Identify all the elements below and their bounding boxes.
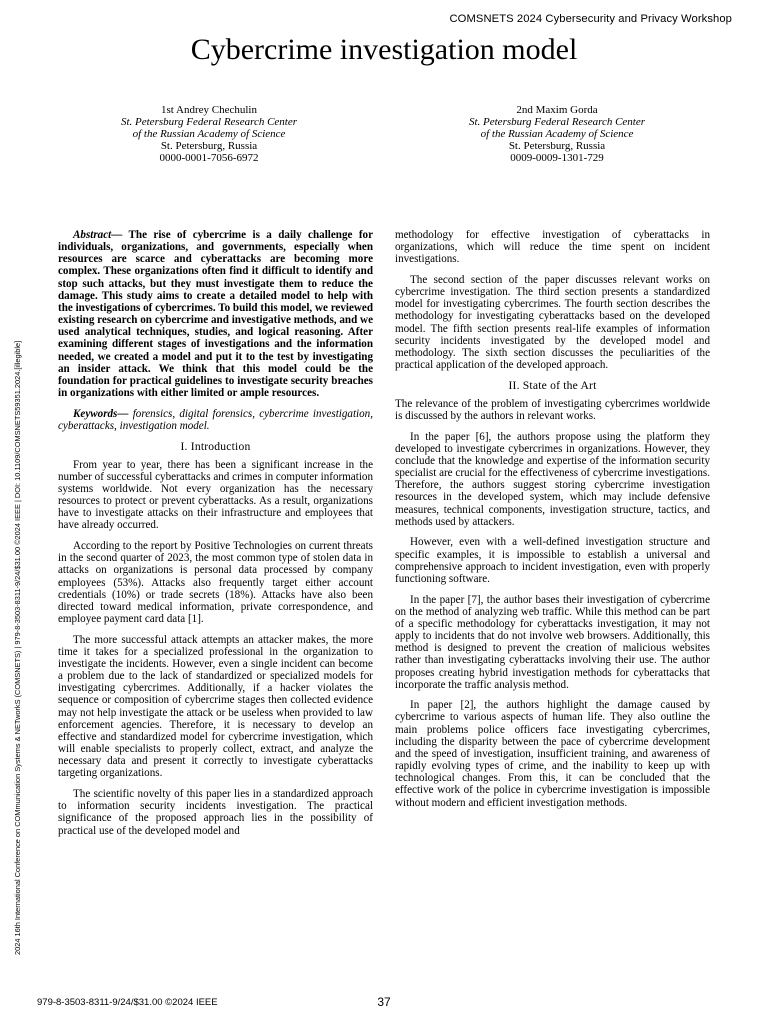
author-city: St. Petersburg, Russia bbox=[508, 140, 606, 153]
author-org-line2: of the Russian Academy of Science bbox=[132, 128, 286, 141]
left-column bbox=[58, 229, 373, 845]
author-block-1 bbox=[79, 104, 339, 164]
paragraph: methodology for effective investigation of cyberattacks in organizations, which will reduce the time spent on incident investigations. bbox=[395, 229, 710, 266]
copyright-footer: 979-8-3503-8311-9/24/$31.00 ©2024 IEEE bbox=[37, 997, 218, 1008]
paragraph: The relevance of the problem of investigating cybercrimes worldwide is discussed by the authors in relevant works. bbox=[395, 397, 710, 423]
abstract bbox=[58, 229, 373, 399]
author-name: 2nd Maxim Gorda bbox=[516, 104, 598, 116]
paragraph: However, even with a well-defined investigation structure and specific examples, it is impossible to establish a universal and comprehensive approach to incident investigation, even with properly functioning software. bbox=[395, 536, 710, 585]
author-orcid: 0009-0009-1301-729 bbox=[510, 152, 604, 165]
author-block-2 bbox=[427, 104, 687, 164]
author-org: St. Petersburg Federal Research Center bbox=[468, 116, 646, 129]
paragraph: The second section of the paper discusses relevant works on cybercrime investigation. The third section presents a standardized model for investigating cybercrimes. The fourth section describes the methodology for investigating cyberattacks based on the developed model. The fifth section presents real-life examples of information security incidents investigated by the developed model and methodology. The sixth section discusses the peculiarities of the practical application of the developed approach. bbox=[395, 273, 710, 372]
author-name: 1st Andrey Chechulin bbox=[161, 104, 257, 116]
keywords-text: forensics, digital forensics, cybercrime investigation, cyberattacks, investigation model. bbox=[58, 407, 373, 432]
conference-sidebar: 2024 16th International Conference on COMmunication Systems & NETworkS (COMSNETS) | 979-8-3503-8311-9/24/$31.00 ©2024 IEEE | DOI: 10.1109/COMSNETS59351.2024.[illegible] bbox=[13, 340, 22, 955]
author-city: St. Petersburg, Russia bbox=[160, 140, 258, 153]
right-column bbox=[395, 229, 710, 817]
paragraph: The more successful attack attempts an attacker makes, the more time it takes for a specialized professional in the organization to investigate the incidents. However, even a single incident can become a problem due to the lack of standardized or specialized models for investigating cybercrimes. Additionally, if a hacker violates the sequence or composition of cybercrime stages then collected evidence may not help investigate the attack or be useless when provided to law enforcement agencies. Therefore, it is necessary to develop an effective and standardized model for cybercrime investigation, which will enable specialists to properly collect, extract, and analyze the necessary data and present it correctly to investigate cyberattacks targeting organizations. bbox=[58, 633, 373, 780]
paragraph: In the paper [6], the authors propose using the platform they developed to investigate cybercrimes in organizations. However, they conclude that the knowledge and expertise of the information security specialist are crucial for the effectiveness of cybercrime investigations. Therefore, the authors suggest storing cybercrime investigation resources in the developed system, which may include defensive measures, technical components, investigation structure, tactics, and methods used by attackers. bbox=[395, 430, 710, 528]
page-number: 37 bbox=[377, 995, 391, 1009]
paragraph: The scientific novelty of this paper lies in a standardized approach to information security incidents investigation. The practical significance of the proposed approach lies in the possibility of practical use of the developed model and bbox=[58, 788, 373, 837]
keywords bbox=[58, 408, 373, 432]
author-orcid: 0000-0001-7056-6972 bbox=[159, 152, 259, 165]
author-org: St. Petersburg Federal Research Center bbox=[120, 116, 298, 129]
abstract-lead: Abstract— bbox=[73, 229, 123, 241]
section-heading-state-of-the-art: II. State of the Art bbox=[508, 378, 597, 392]
paragraph: In paper [2], the authors highlight the damage caused by cybercrime to various aspects of human life. They also outline the main problems police officers face investigating cybercrimes, including the disparity between the pace of cybercrime development and the speed of investigation, insufficient training, and awareness of rapidly evolving types of crime, and the inability to keep up with technological changes. From this, it can be concluded that the effective work of the police in cybercrime investigation is impossible without modern and efficient investigation methods. bbox=[395, 699, 710, 809]
paragraph: From year to year, there has been a significant increase in the number of successful cyberattacks and crimes in computer information systems worldwide. Not every organization has the necessary resources to protect or prevent cyberattacks. As a result, organizations have to investigate attacks on their infrastructure and employees that have already occurred. bbox=[58, 458, 373, 532]
abstract-text: The rise of cybercrime is a daily challenge for individuals, organizations, and governments, especially when resources are scarce and cyberattacks are becoming more complex. These organizations often find it difficult to identify and stop such attacks, but they must investigate them to reduce the damage. This study aims to create a detailed model to help with the investigations of cybercrimes. To build this model, we reviewed existing research on cybercrime and investigative methods, and we used analytical techniques, studies, and logical reasoning. After examining different stages of investigations and the information needed, we created a model and put it to the test by investigating an insider attack. We think that this model could be the foundation for practical guidelines to investigate security breaches in organizations with either limited or ample resources. bbox=[58, 229, 373, 400]
section-heading-introduction: I. Introduction bbox=[180, 439, 251, 453]
author-org-line2: of the Russian Academy of Science bbox=[480, 128, 634, 141]
paragraph: According to the report by Positive Technologies on current threats in the second quarter of 2023, the most common type of stolen data in attacks on organizations is personal data processed by company employees (53%). Attacks also frequently target either account credentials (10%) or trade secrets (18%). Attacks have also been directed toward medical information, private correspondence, and employee payment card data [1]. bbox=[58, 540, 373, 626]
paragraph: In the paper [7], the author bases their investigation of cybercrime on the method of analyzing web traffic. While this method can be part of a specific methodology for cyberattacks investigation, it may not apply to incidents that do not involve web browsers. Additionally, this method is designed to prevent the creation of malicious websites rather than investigating cyberattacks involving their use. The author proposes creating hybrid investigation methods for cyberattacks that incorporate the traffic analysis method. bbox=[395, 593, 710, 691]
workshop-header: COMSNETS 2024 Cybersecurity and Privacy Workshop bbox=[449, 13, 732, 25]
keywords-lead: Keywords— bbox=[73, 407, 129, 420]
paper-title: Cybercrime investigation model bbox=[190, 33, 578, 66]
